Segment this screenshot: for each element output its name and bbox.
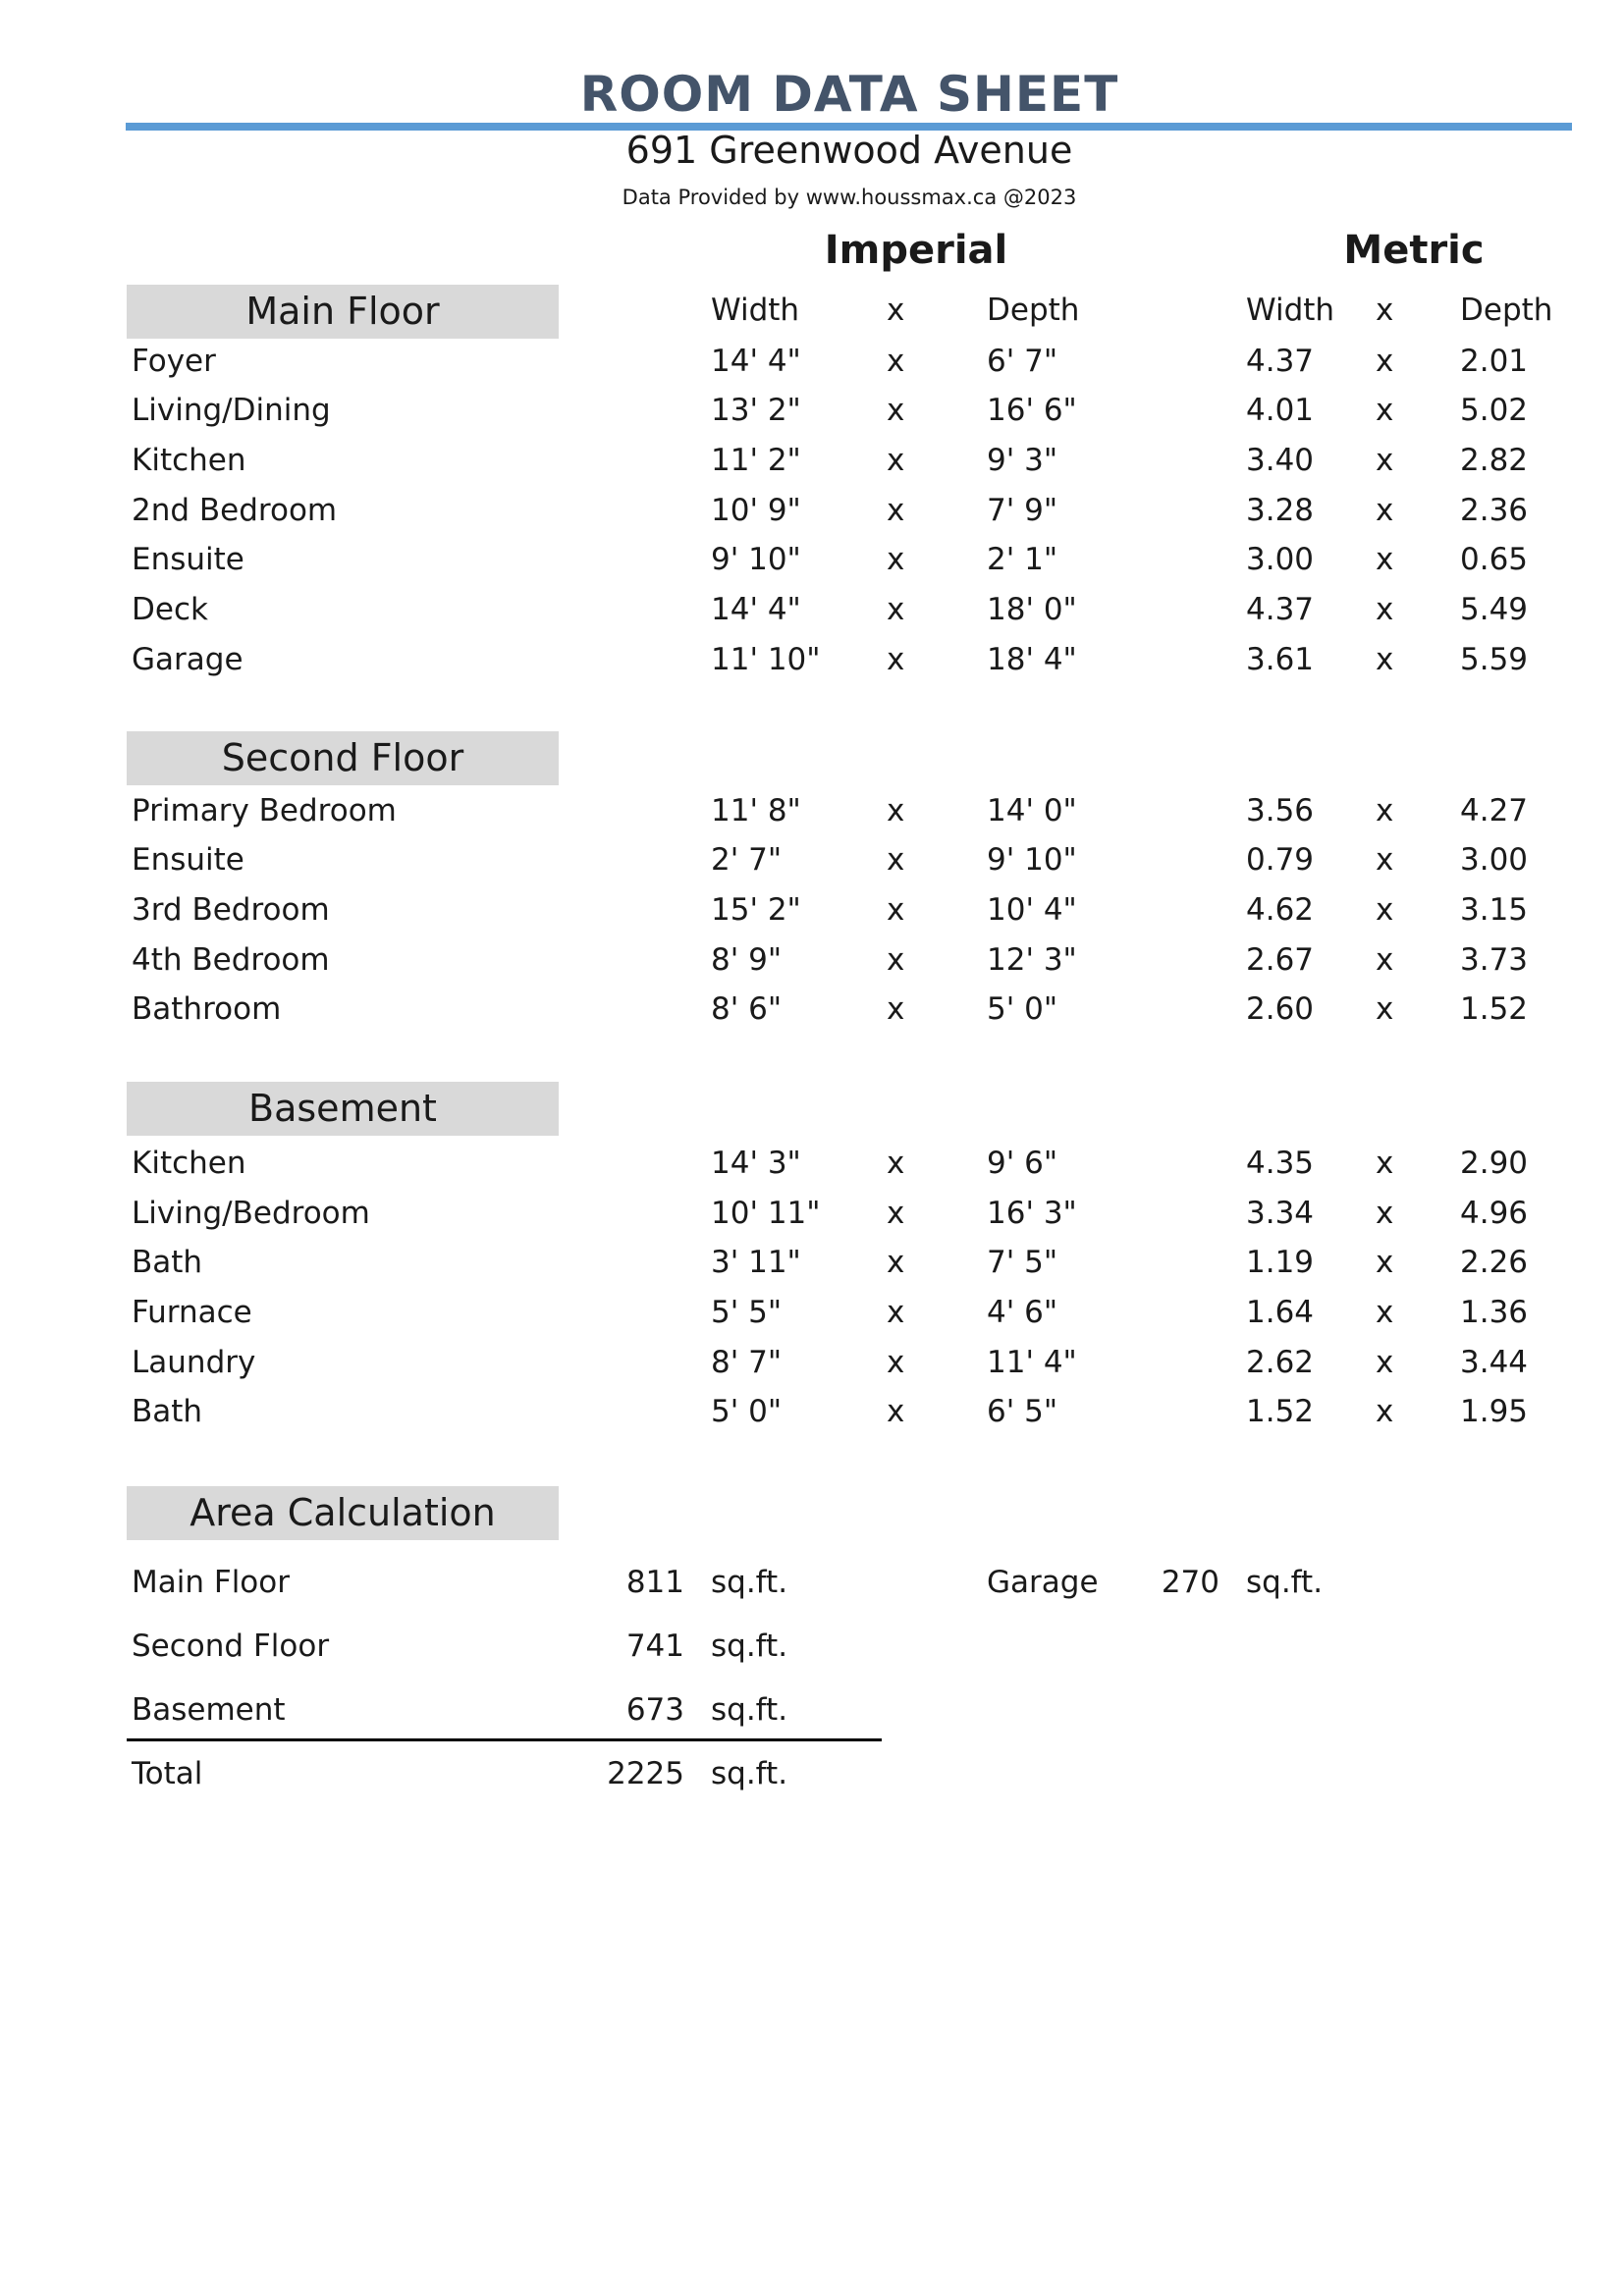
room-name: Living/Bedroom — [132, 1196, 370, 1231]
metric-depth: 0.65 — [1460, 542, 1529, 577]
room-name: Ensuite — [132, 842, 244, 878]
times-sign: x — [887, 793, 905, 828]
metric-depth: 2.26 — [1460, 1245, 1529, 1280]
total-unit: sq.ft. — [711, 1756, 788, 1791]
times-sign: x — [1376, 991, 1394, 1027]
times-sign: x — [887, 991, 905, 1027]
imperial-depth: 14' 0" — [987, 793, 1077, 828]
imperial-depth: 18' 4" — [987, 642, 1077, 677]
area-value: 741 — [625, 1629, 684, 1664]
room-name: Bath — [132, 1245, 203, 1280]
imperial-width: 15' 2" — [711, 892, 801, 928]
room-name: Primary Bedroom — [132, 793, 397, 828]
table-row — [0, 885, 1624, 934]
times-sign: x — [1376, 942, 1394, 978]
imperial-width: 8' 7" — [711, 1345, 783, 1380]
times-sign: x — [1376, 1295, 1394, 1330]
imperial-width-header: Width — [711, 293, 800, 328]
metric-depth: 2.01 — [1460, 344, 1529, 379]
times-sign: x — [887, 542, 905, 577]
room-name: Laundry — [132, 1345, 256, 1380]
times-sign: x — [1376, 1146, 1394, 1181]
room-name: Living/Dining — [132, 393, 331, 428]
imperial-depth-header: Depth — [987, 293, 1080, 328]
garage-area-unit: sq.ft. — [1246, 1565, 1324, 1600]
imperial-depth: 6' 7" — [987, 344, 1058, 379]
area-unit: sq.ft. — [711, 1692, 788, 1728]
table-row — [0, 436, 1624, 485]
table-row — [0, 935, 1624, 985]
metric-depth: 5.49 — [1460, 592, 1529, 627]
metric-depth: 3.15 — [1460, 892, 1529, 928]
area-value: 673 — [625, 1692, 684, 1728]
times-sign: x — [887, 1295, 905, 1330]
times-sign: x — [1376, 443, 1394, 478]
table-row — [0, 337, 1624, 386]
room-name: 3rd Bedroom — [132, 892, 330, 928]
imperial-depth: 12' 3" — [987, 942, 1077, 978]
table-row — [0, 585, 1624, 634]
times-sign: x — [887, 1146, 905, 1181]
metric-x-header: x — [1376, 293, 1394, 328]
metric-width: 1.64 — [1246, 1295, 1315, 1330]
section-heading-area-calculation: Area Calculation — [127, 1486, 559, 1540]
metric-depth: 1.95 — [1460, 1394, 1529, 1429]
table-row — [0, 1189, 1624, 1238]
metric-depth: 4.27 — [1460, 793, 1529, 828]
metric-depth: 2.36 — [1460, 493, 1529, 528]
times-sign: x — [1376, 542, 1394, 577]
metric-depth: 5.59 — [1460, 642, 1529, 677]
imperial-depth: 6' 5" — [987, 1394, 1058, 1429]
imperial-depth: 16' 3" — [987, 1196, 1077, 1231]
times-sign: x — [887, 1345, 905, 1380]
times-sign: x — [1376, 793, 1394, 828]
metric-width: 2.60 — [1246, 991, 1315, 1027]
area-label: Basement — [132, 1692, 286, 1728]
times-sign: x — [887, 493, 905, 528]
times-sign: x — [887, 842, 905, 878]
metric-width: 4.62 — [1246, 892, 1315, 928]
room-name: Foyer — [132, 344, 216, 379]
times-sign: x — [887, 1394, 905, 1429]
times-sign: x — [1376, 493, 1394, 528]
times-sign: x — [1376, 1245, 1394, 1280]
times-sign: x — [1376, 393, 1394, 428]
metric-width-header: Width — [1246, 293, 1335, 328]
times-sign: x — [887, 1196, 905, 1231]
times-sign: x — [1376, 1394, 1394, 1429]
imperial-depth: 4' 6" — [987, 1295, 1058, 1330]
times-sign: x — [1376, 344, 1394, 379]
imperial-width: 9' 10" — [711, 542, 801, 577]
metric-depth: 2.90 — [1460, 1146, 1529, 1181]
total-value: 2225 — [607, 1756, 684, 1791]
data-provider-note: Data Provided by www.houssmax.ca @2023 — [622, 186, 1077, 209]
table-row — [0, 1238, 1624, 1287]
metric-width: 0.79 — [1246, 842, 1315, 878]
times-sign: x — [887, 892, 905, 928]
imperial-depth: 18' 0" — [987, 592, 1077, 627]
metric-width: 3.61 — [1246, 642, 1315, 677]
imperial-width: 14' 4" — [711, 592, 801, 627]
area-row-main-floor — [0, 1558, 1624, 1607]
table-row — [0, 1139, 1624, 1188]
garage-area-label: Garage — [987, 1565, 1099, 1600]
imperial-width: 5' 5" — [711, 1295, 783, 1330]
total-divider — [127, 1738, 882, 1741]
section-heading-basement: Basement — [127, 1082, 559, 1136]
table-row — [0, 1387, 1624, 1436]
metric-width: 3.28 — [1246, 493, 1315, 528]
imperial-heading: Imperial — [824, 228, 1008, 273]
imperial-depth: 10' 4" — [987, 892, 1077, 928]
page-title: ROOM DATA SHEET — [579, 66, 1119, 123]
metric-depth: 3.44 — [1460, 1345, 1529, 1380]
times-sign: x — [1376, 1196, 1394, 1231]
garage-area-value: 270 — [1161, 1565, 1219, 1600]
room-name: 4th Bedroom — [132, 942, 330, 978]
imperial-width: 8' 6" — [711, 991, 783, 1027]
property-address: 691 Greenwood Avenue — [625, 129, 1073, 172]
imperial-width: 13' 2" — [711, 393, 801, 428]
room-name: 2nd Bedroom — [132, 493, 338, 528]
imperial-depth: 9' 3" — [987, 443, 1058, 478]
imperial-depth: 7' 9" — [987, 493, 1058, 528]
area-row-basement — [0, 1685, 1624, 1735]
room-name: Garage — [132, 642, 244, 677]
area-unit: sq.ft. — [711, 1565, 788, 1600]
table-row — [0, 1338, 1624, 1387]
times-sign: x — [887, 592, 905, 627]
metric-width: 2.67 — [1246, 942, 1315, 978]
room-name: Deck — [132, 592, 208, 627]
metric-width: 1.19 — [1246, 1245, 1315, 1280]
table-row — [0, 386, 1624, 435]
area-label: Second Floor — [132, 1629, 330, 1664]
imperial-width: 14' 3" — [711, 1146, 801, 1181]
metric-width: 4.37 — [1246, 592, 1315, 627]
area-row-second-floor — [0, 1622, 1624, 1671]
imperial-width: 8' 9" — [711, 942, 783, 978]
table-row — [0, 985, 1624, 1034]
imperial-width: 10' 11" — [711, 1196, 821, 1231]
section-heading-main-floor: Main Floor — [127, 285, 559, 339]
metric-depth: 1.36 — [1460, 1295, 1529, 1330]
imperial-width: 3' 11" — [711, 1245, 801, 1280]
table-row — [0, 635, 1624, 684]
imperial-width: 10' 9" — [711, 493, 801, 528]
metric-width: 3.34 — [1246, 1196, 1315, 1231]
metric-depth: 3.00 — [1460, 842, 1529, 878]
metric-depth: 5.02 — [1460, 393, 1529, 428]
table-row — [0, 1288, 1624, 1337]
column-header-row — [0, 286, 1624, 335]
times-sign: x — [1376, 642, 1394, 677]
imperial-width: 11' 10" — [711, 642, 821, 677]
imperial-width: 2' 7" — [711, 842, 783, 878]
times-sign: x — [1376, 592, 1394, 627]
table-row — [0, 486, 1624, 535]
table-row — [0, 835, 1624, 884]
imperial-depth: 5' 0" — [987, 991, 1058, 1027]
metric-depth: 3.73 — [1460, 942, 1529, 978]
times-sign: x — [1376, 842, 1394, 878]
imperial-depth: 16' 6" — [987, 393, 1077, 428]
imperial-depth: 9' 6" — [987, 1146, 1058, 1181]
times-sign: x — [887, 942, 905, 978]
metric-width: 4.37 — [1246, 344, 1315, 379]
room-name: Bath — [132, 1394, 203, 1429]
metric-width: 3.40 — [1246, 443, 1315, 478]
area-unit: sq.ft. — [711, 1629, 788, 1664]
room-name: Kitchen — [132, 443, 246, 478]
room-name: Furnace — [132, 1295, 252, 1330]
room-name: Kitchen — [132, 1146, 246, 1181]
imperial-x-header: x — [887, 293, 905, 328]
room-name: Bathroom — [132, 991, 282, 1027]
metric-width: 1.52 — [1246, 1394, 1315, 1429]
imperial-depth: 11' 4" — [987, 1345, 1077, 1380]
section-heading-second-floor: Second Floor — [127, 731, 559, 785]
table-row — [0, 786, 1624, 835]
times-sign: x — [887, 642, 905, 677]
imperial-width: 11' 2" — [711, 443, 801, 478]
imperial-depth: 2' 1" — [987, 542, 1058, 577]
times-sign: x — [887, 344, 905, 379]
total-label: Total — [132, 1756, 203, 1791]
imperial-depth: 9' 10" — [987, 842, 1077, 878]
metric-width: 2.62 — [1246, 1345, 1315, 1380]
times-sign: x — [1376, 1345, 1394, 1380]
metric-width: 3.56 — [1246, 793, 1315, 828]
imperial-width: 5' 0" — [711, 1394, 783, 1429]
imperial-width: 14' 4" — [711, 344, 801, 379]
metric-depth: 4.96 — [1460, 1196, 1529, 1231]
metric-depth: 2.82 — [1460, 443, 1529, 478]
metric-heading: Metric — [1343, 228, 1485, 273]
metric-width: 4.01 — [1246, 393, 1315, 428]
times-sign: x — [1376, 892, 1394, 928]
metric-depth-header: Depth — [1460, 293, 1553, 328]
times-sign: x — [887, 393, 905, 428]
room-name: Ensuite — [132, 542, 244, 577]
table-row — [0, 535, 1624, 584]
metric-depth: 1.52 — [1460, 991, 1529, 1027]
imperial-width: 11' 8" — [711, 793, 801, 828]
area-label: Main Floor — [132, 1565, 290, 1600]
metric-width: 4.35 — [1246, 1146, 1315, 1181]
metric-width: 3.00 — [1246, 542, 1315, 577]
times-sign: x — [887, 443, 905, 478]
area-row-total — [0, 1749, 1624, 1798]
area-value: 811 — [625, 1565, 684, 1600]
times-sign: x — [887, 1245, 905, 1280]
imperial-depth: 7' 5" — [987, 1245, 1058, 1280]
